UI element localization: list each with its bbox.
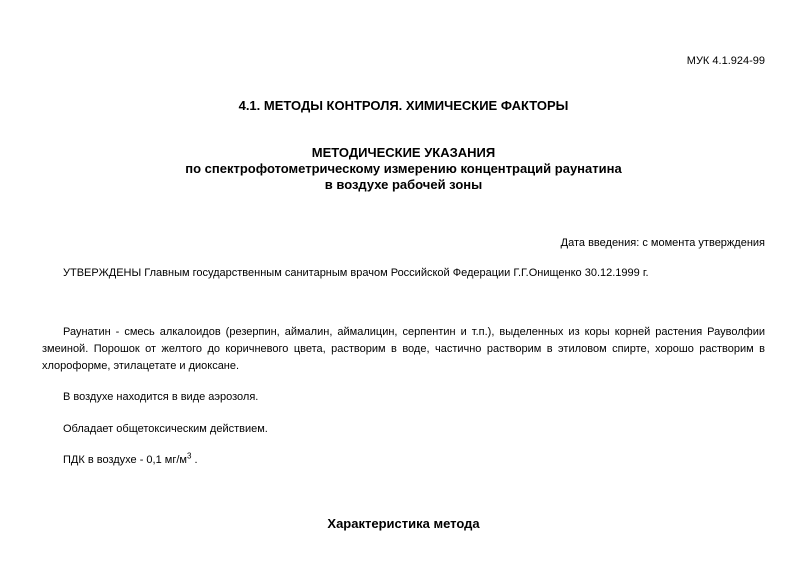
pdk-unit-superscript: 3	[186, 451, 192, 461]
pdk-paragraph	[42, 452, 765, 469]
document-code: МУК 4.1.924-99	[686, 55, 765, 67]
description-paragraph: Раунатин - смесь алкалоидов (резерпин, аймалин, аймалицин, серпентин и т.п.), выделенных из коры корней растения Рауволфии змеиной. Порошок от желтого до коричневого цвета, растворим в воде, частично растворим в этиловом спирте, хорошо растворим в хлороформе, этилацетате и диоксане.	[42, 326, 765, 372]
document-heading	[0, 145, 807, 193]
heading-line-2: по спектрофотометрическому измерению концентраций раунатина	[185, 161, 622, 176]
pdk-text: ПДК в воздухе - 0,1 мг/м	[63, 454, 187, 466]
aerosol-paragraph: В воздухе находится в виде аэрозоля.	[63, 391, 259, 403]
heading-line-3: в воздухе рабочей зоны	[324, 177, 483, 192]
pdk-suffix: .	[191, 454, 198, 466]
method-heading: Характеристика метода	[327, 516, 480, 531]
introduction-date: Дата введения: с момента утверждения	[560, 237, 765, 249]
section-title: 4.1. МЕТОДЫ КОНТРОЛЯ. ХИМИЧЕСКИЕ ФАКТОРЫ	[238, 98, 569, 113]
approval-statement: УТВЕРЖДЕНЫ Главным государственным санитарным врачом Российской Федерации Г.Г.Онищенко 30.12.1999 г.	[63, 267, 649, 279]
heading-line-1: МЕТОДИЧЕСКИЕ УКАЗАНИЯ	[311, 145, 496, 160]
effect-paragraph: Обладает общетоксическим действием.	[63, 423, 268, 435]
